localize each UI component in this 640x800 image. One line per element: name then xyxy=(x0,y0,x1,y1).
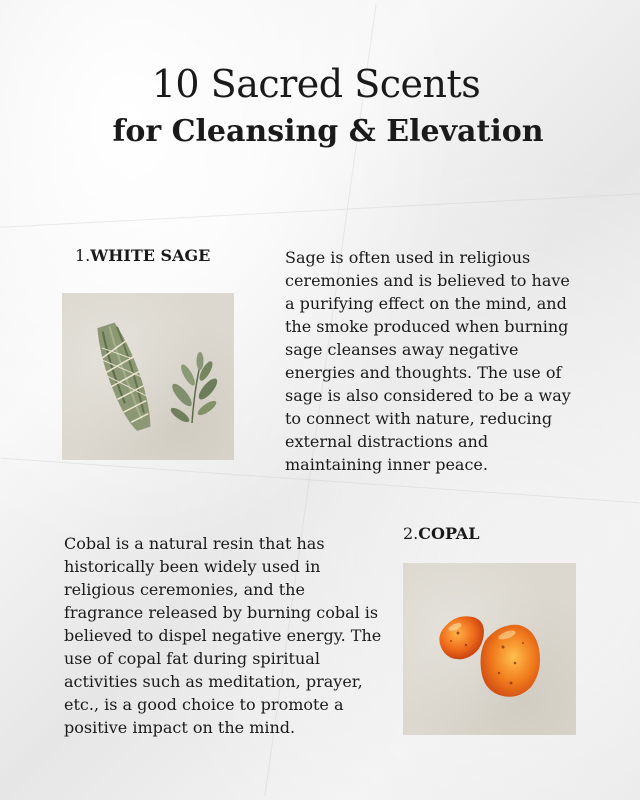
text-line: fragrance released by burning cobal is xyxy=(64,603,379,622)
item-heading-copal xyxy=(403,524,479,543)
text-line: to connect with nature, reducing xyxy=(285,409,553,428)
text-line: Cobal is a natural resin that has xyxy=(64,534,325,553)
page-title: 10 Sacred Scents xyxy=(151,62,481,106)
text-line: ceremonies and is believed to have xyxy=(285,271,570,290)
text-line: maintaining inner peace. xyxy=(285,455,488,474)
text-line: sage is also considered to be a way xyxy=(285,386,571,405)
item-name: COPAL xyxy=(418,524,480,543)
text-line: a purifying effect on the mind, and xyxy=(285,294,567,313)
item-name: WHITE SAGE xyxy=(90,246,211,265)
page-subtitle: for Cleansing & Elevation xyxy=(112,114,544,149)
text-line: use of copal fat during spiritual xyxy=(64,649,320,668)
text-line: believed to dispel negative energy. The xyxy=(64,626,382,645)
item-number: 2. xyxy=(403,524,419,543)
text-line: activities such as meditation, prayer, xyxy=(64,672,363,691)
text-line: positive impact on the mind. xyxy=(64,718,296,737)
text-line: etc., is a good choice to promote a xyxy=(64,695,344,714)
text-line: external distractions and xyxy=(285,432,489,451)
amber-resin-icon xyxy=(403,563,576,735)
text-line: energies and thoughts. The use of xyxy=(285,363,562,382)
sage-bundle-icon xyxy=(62,293,234,460)
item-heading-white-sage xyxy=(75,246,210,265)
text-line: the smoke produced when burning xyxy=(285,317,569,336)
text-line: sage cleanses away negative xyxy=(285,340,519,359)
item-number: 1. xyxy=(75,246,91,265)
text-line: Sage is often used in religious xyxy=(285,248,531,267)
text-line: religious ceremonies, and the xyxy=(64,580,305,599)
text-line: historically been widely used in xyxy=(64,557,321,576)
white-sage-image xyxy=(62,293,234,460)
copal-image xyxy=(403,563,576,735)
white-sage-description xyxy=(285,246,615,476)
copal-description xyxy=(64,532,394,739)
